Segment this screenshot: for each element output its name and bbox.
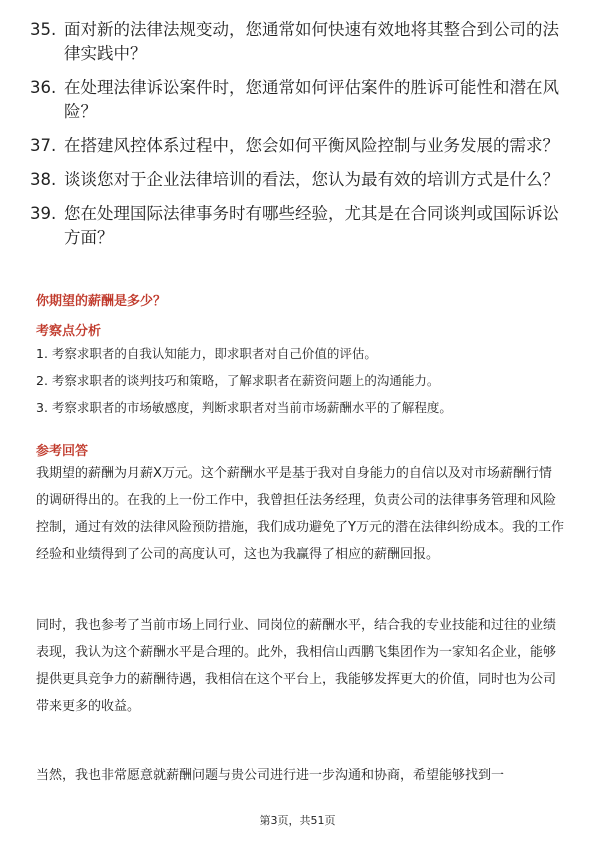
question-item: [30, 134, 570, 158]
analysis-point: 1. 考察求职者的自我认知能力，即求职者对自己价值的评估。: [36, 346, 377, 361]
question-number: 39.: [30, 204, 57, 223]
question-item: [30, 202, 570, 250]
answer-paragraph: 当然，我也非常愿意就薪酬问题与贵公司进行进一步沟通和协商，希望能够找到一: [36, 768, 505, 783]
analysis-title: 考察点分析: [36, 324, 102, 339]
answer-paragraph: 同时，我也参考了当前市场上同行业、同岗位的薪酬水平，结合我的专业技能和过往的业绩表现，我认为这个薪酬水平是合理的。此外，我相信山西鹏飞集团作为一家知名企业，能够提供更具竞争力的薪酬待遇，我相信在这个平台上，我能够发挥更大的价值，同时也为公司带来更多的收益。: [36, 618, 557, 714]
analysis-points: [36, 345, 566, 426]
question-number: 35.: [30, 20, 57, 39]
analysis-point: 3. 考察求职者的市场敏感度，判断求职者对当前市场薪酬水平的了解程度。: [36, 400, 452, 415]
question-text: 在搭建风控体系过程中，您会如何平衡风险控制与业务发展的需求？: [64, 136, 559, 155]
analysis-point: 2. 考察求职者的谈判技巧和策略，了解求职者在薪资问题上的沟通能力。: [36, 373, 440, 388]
question-number: 38.: [30, 170, 57, 189]
question-text: 在处理法律诉讼案件时，您通常如何评估案件的胜诉可能性和潜在风险？: [64, 78, 559, 121]
question-number: 36.: [30, 78, 57, 97]
question-item: [30, 168, 570, 192]
question-item: [30, 18, 570, 66]
section-title: 你期望的薪酬是多少？: [36, 294, 167, 309]
question-text: 您在处理国际法律事务时有哪些经验，尤其是在合同谈判或国际诉讼方面？: [64, 204, 559, 247]
question-text: 谈谈您对于企业法律培训的看法，您认为最有效的培训方式是什么？: [64, 170, 559, 189]
answer-paragraph: 我期望的薪酬为月薪X万元。这个薪酬水平是基于我对自身能力的自信以及对市场薪酬行情的调研得出的。在我的上一份工作中，我曾担任法务经理，负责公司的法律事务管理和风险控制，通过有效的法律风险预防措施，我们成功避免了Y万元的潜在法律纠纷成本。我的工作经验和业绩得到了公司的高度认可，这也为我赢得了相应的薪酬回报。: [36, 466, 564, 562]
question-number: 37.: [30, 136, 57, 155]
answer-title: 参考回答: [36, 444, 89, 459]
question-item: [30, 76, 570, 124]
question-list: [30, 18, 570, 260]
question-text: 面对新的法律法规变动，您通常如何快速有效地将其整合到公司的法律实践中？: [64, 20, 559, 63]
page-footer: 第3页，共51页: [259, 814, 336, 827]
